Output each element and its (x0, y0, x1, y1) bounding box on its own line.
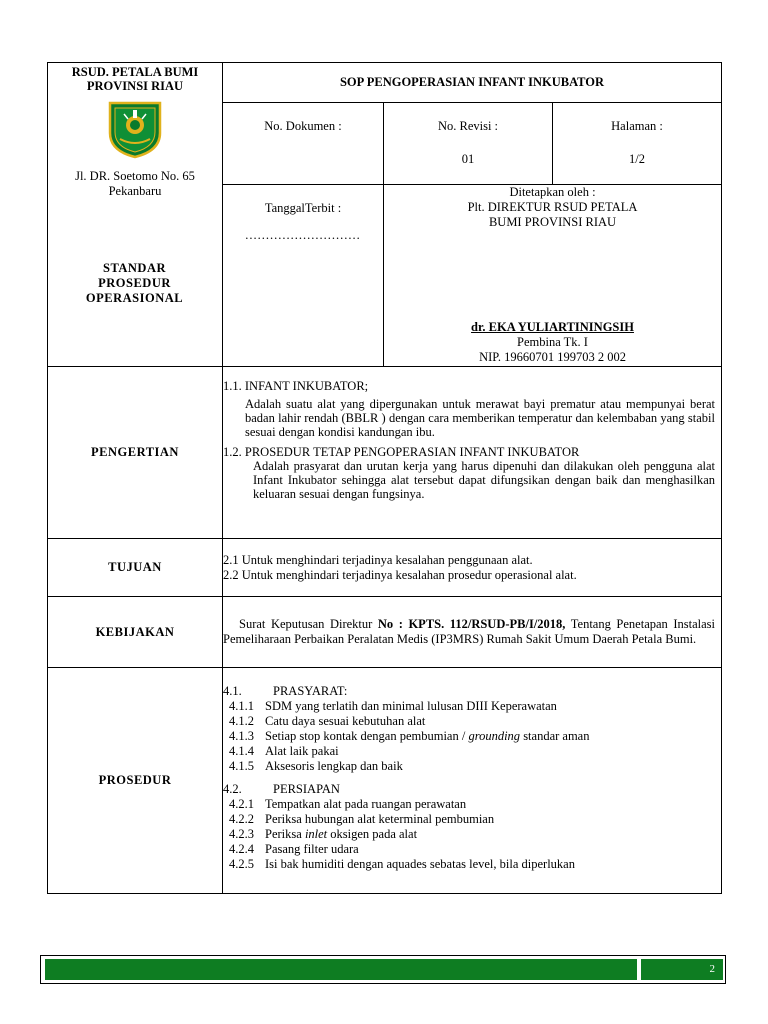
item-text: Periksa (265, 827, 305, 841)
prosedur-section-heading (223, 782, 721, 797)
item-number: 4.2.1 (229, 797, 254, 811)
item-number: 4.1.4 (229, 744, 254, 758)
page-label: Halaman : (611, 119, 663, 133)
item-number: 4.2.2 (229, 812, 254, 826)
prosedur-content (223, 668, 722, 894)
approving-authority: Plt. DIREKTUR RSUD PETALA BUMI PROVINSI RIAU (467, 200, 638, 229)
decree-number: No : KPTS. 112/RSUD-PB/I/2018, (377, 617, 566, 631)
approval-cell (384, 185, 722, 367)
list-item (223, 729, 721, 744)
tujuan-content (223, 539, 722, 597)
tujuan-item: 2.2 Untuk menghindari terjadinya kesalahan prosedur operasional alat. (223, 567, 577, 582)
section-label-pengertian: PENGERTIAN (48, 367, 223, 539)
kebijakan-paragraph (223, 617, 721, 647)
section-title: PERSIAPAN (273, 782, 340, 796)
list-item (223, 812, 721, 827)
document-number-label: No. Dokumen : (264, 119, 342, 133)
page-cell (553, 103, 722, 185)
signatory-nip: NIP. 19660701 199703 2 002 (479, 350, 626, 364)
item-text: Aksesoris lengkap dan baik (265, 759, 403, 773)
document-title: SOP PENGOPERASIAN INFANT INKUBATOR (223, 63, 722, 103)
list-item (223, 827, 721, 842)
item-number: 4.2.4 (229, 842, 254, 856)
item-text: Catu daya sesuai kebutuhan alat (265, 714, 426, 728)
revision-cell (384, 103, 553, 185)
list-item (223, 744, 721, 759)
hospital-logo-emblem (106, 99, 164, 159)
list-item (223, 699, 721, 714)
item-number: 4.2.5 (229, 857, 254, 871)
list-item (223, 714, 721, 729)
item-emphasis: inlet (304, 827, 328, 841)
list-item (223, 797, 721, 812)
page-value: 1/2 (629, 152, 645, 166)
section-label-sop: STANDAR PROSEDUR OPERASIONAL (85, 260, 184, 305)
item-text: oksigen pada alat (327, 827, 418, 841)
prosedur-section-heading (223, 684, 721, 699)
pengertian-heading-1: 1.1. INFANT INKUBATOR; (223, 379, 369, 393)
sop-table (47, 62, 722, 894)
item-text: Alat laik pakai (265, 744, 339, 758)
revision-label: No. Revisi : (437, 119, 499, 133)
item-text: SDM yang terlatih dan minimal lulusan DIII Keperawatan (265, 699, 557, 713)
issue-date-value: ............................ (245, 228, 361, 242)
item-text: Setiap stop kontak dengan pembumian / (265, 729, 469, 743)
item-emphasis: grounding (468, 729, 521, 743)
item-text: standar aman (520, 729, 590, 743)
section-number: 4.1. (223, 684, 242, 698)
footer-bar (45, 959, 637, 980)
list-item (223, 857, 721, 872)
section-label-kebijakan: KEBIJAKAN (48, 597, 223, 668)
item-text: Periksa hubungan alat keterminal pembumian (265, 812, 495, 826)
section-title: PRASYARAT: (273, 684, 348, 698)
revision-value: 01 (461, 152, 475, 166)
item-text: Tempatkan alat pada ruangan perawatan (265, 797, 467, 811)
item-number: 4.2.3 (229, 827, 254, 841)
hospital-address: Jl. DR. Soetomo No. 65 Pekanbaru (75, 169, 195, 198)
set-by-label: Ditetapkan oleh : (509, 185, 596, 199)
item-number: 4.1.1 (229, 699, 254, 713)
pengertian-heading-2: 1.2. PROSEDUR TETAP PENGOPERASIAN INFANT INKUBATOR (223, 445, 580, 459)
hospital-name: RSUD. PETALA BUMI PROVINSI RIAU (71, 65, 199, 93)
item-number: 4.1.5 (229, 759, 254, 773)
page-number: 2 (641, 959, 723, 980)
list-item (223, 759, 721, 774)
item-number: 4.1.2 (229, 714, 254, 728)
kebijakan-content (223, 597, 722, 668)
section-number: 4.2. (223, 782, 242, 796)
issue-date-cell (223, 185, 384, 367)
pengertian-paragraph-1: Adalah suatu alat yang dipergunakan untuk merawat bayi prematur atau mempunyai berat badan lahir rendah (BBLR ) dengan cara memberikan temperatur dan kelembaban yang stabil sesuai dengan kondisi kandungan ibu. (245, 397, 716, 439)
list-item (223, 842, 721, 857)
issue-date-label: TanggalTerbit : (264, 201, 342, 215)
item-number: 4.1.3 (229, 729, 254, 743)
section-label-tujuan: TUJUAN (48, 539, 223, 597)
hospital-block (48, 63, 223, 367)
pengertian-paragraph-2: Adalah prasyarat dan urutan kerja yang harus dipenuhi dan dilakukan oleh pengguna alat Infant Inkubator sehingga alat tersebut dapat difungsikan dengan baik dan menghasilkan keluaran sesuai dengan fungsinya. (253, 459, 716, 501)
item-text: Isi bak humiditi dengan aquades sebatas level, bila diperlukan (265, 857, 575, 871)
pengertian-content (223, 367, 722, 539)
signatory-rank: Pembina Tk. I (517, 335, 588, 349)
tujuan-item: 2.1 Untuk menghindari terjadinya kesalahan penggunaan alat. (223, 552, 533, 567)
page-footer (40, 955, 726, 984)
kebijakan-lead: Surat Keputusan Direktur (239, 617, 378, 631)
kebijakan-rest: Tentang Penetapan Instalasi Pemeliharaan Perbaikan Peralatan Medis (IP3MRS) Rumah Sakit Umum Daerah Petala Bumi. (223, 617, 716, 646)
item-text: Pasang filter udara (265, 842, 359, 856)
document-number-cell (223, 103, 384, 185)
section-label-prosedur: PROSEDUR (48, 668, 223, 894)
signatory-name: dr. EKA YULIARTININGSIH (471, 320, 634, 334)
